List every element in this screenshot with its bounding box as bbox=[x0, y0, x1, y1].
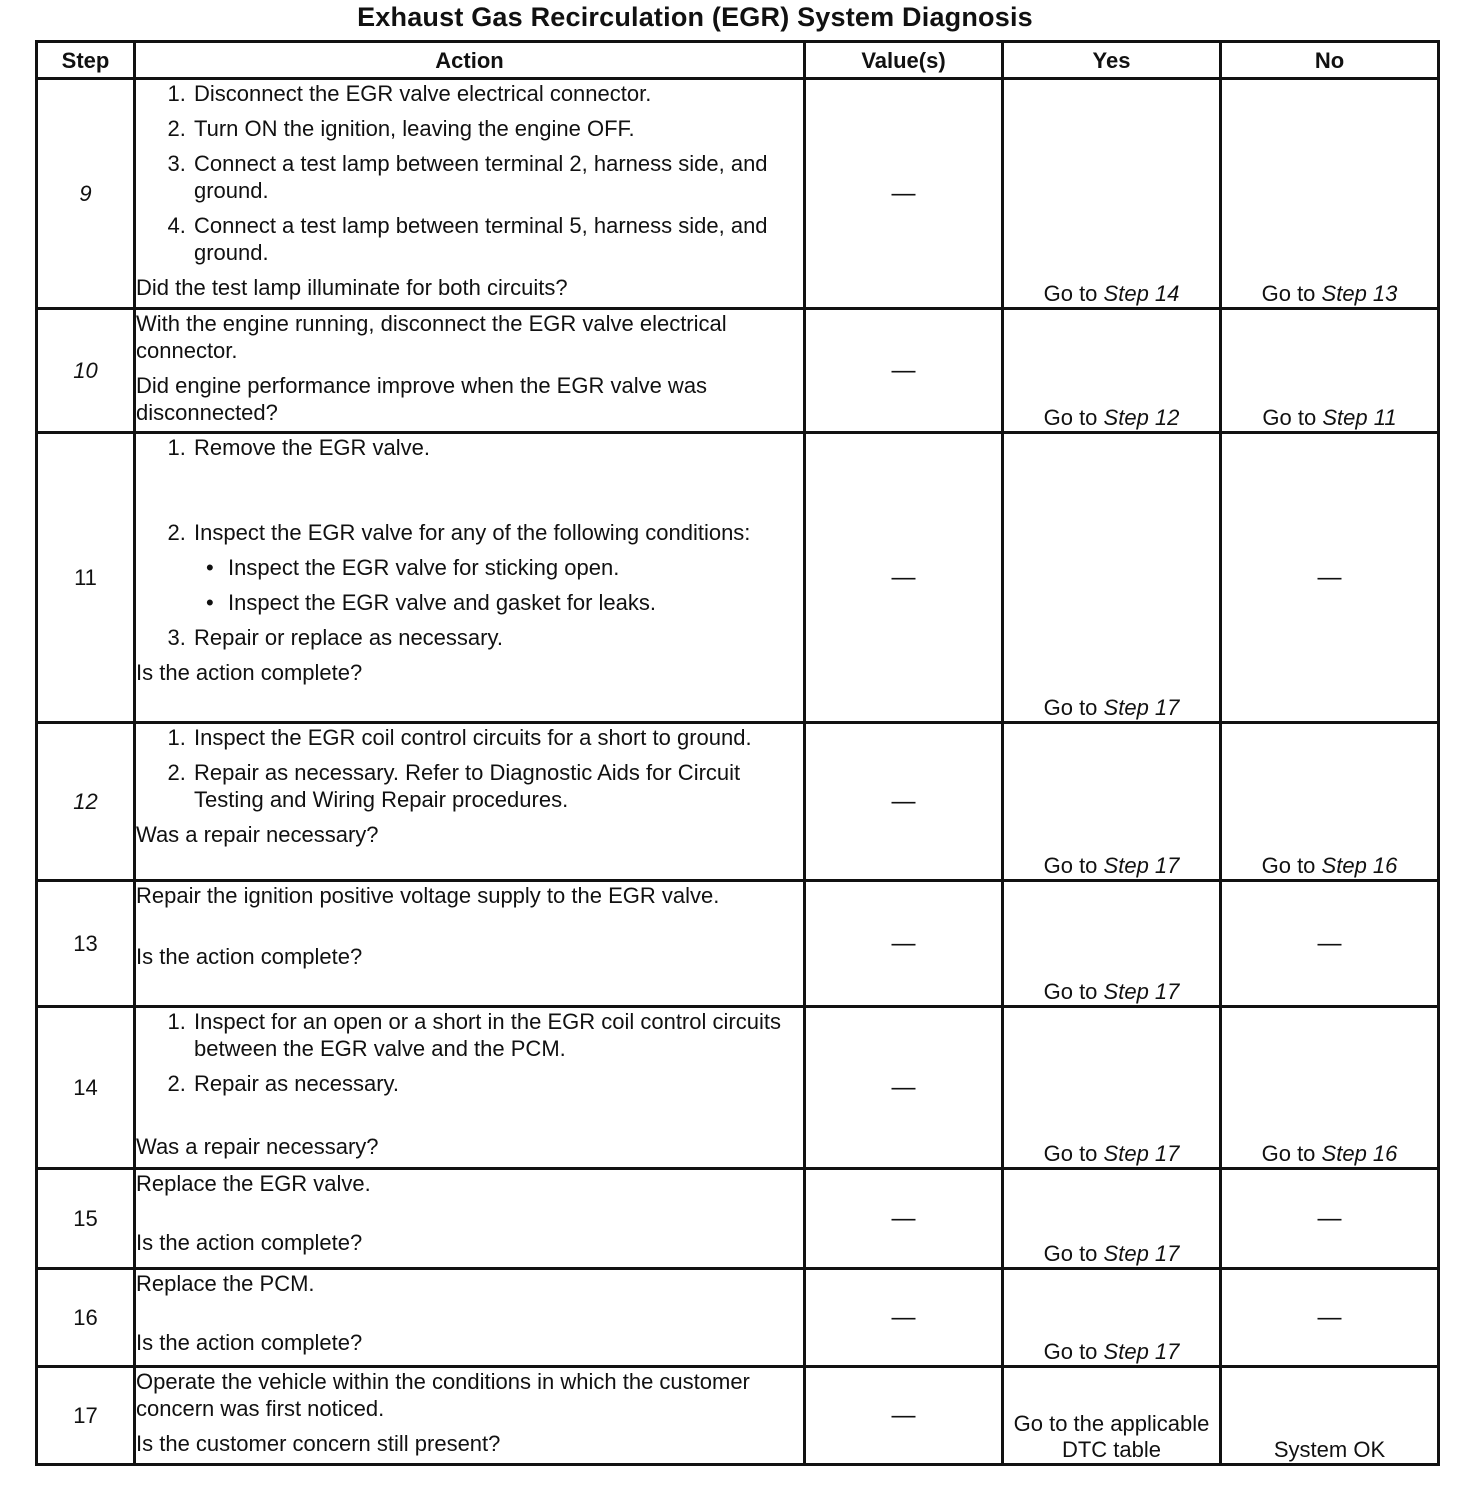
no-step-ref: Step 16 bbox=[1321, 853, 1398, 878]
action-question: Was a repair necessary? bbox=[136, 1134, 379, 1159]
table-row-step-16 bbox=[37, 1269, 1439, 1367]
value-cell: — bbox=[805, 79, 1003, 309]
no-cell: — bbox=[1221, 433, 1439, 723]
action-steps bbox=[136, 1008, 803, 1097]
condition-item: • Inspect the EGR valve for sticking open. bbox=[226, 554, 803, 581]
value-cell: — bbox=[805, 723, 1003, 881]
table-row-step-10 bbox=[37, 309, 1439, 433]
no-cell: — bbox=[1221, 1169, 1439, 1269]
action-paragraph: Replace the PCM. bbox=[136, 1271, 315, 1296]
step-number: 11 bbox=[37, 433, 135, 723]
step-number: 17 bbox=[37, 1367, 135, 1465]
no-cell: — bbox=[1221, 881, 1439, 1007]
header-no: No bbox=[1221, 42, 1439, 79]
value-cell: — bbox=[805, 1269, 1003, 1367]
action-step: 3. Repair or replace as necessary. bbox=[192, 624, 803, 651]
action-steps bbox=[136, 724, 803, 813]
action-cell bbox=[135, 881, 805, 1007]
yes-cell bbox=[1003, 79, 1221, 309]
yes-cell: Go to the applicable DTC table bbox=[1003, 1367, 1221, 1465]
goto-prefix: Go to bbox=[1043, 1141, 1098, 1166]
step-number: 9 bbox=[37, 79, 135, 309]
action-question: Is the action complete? bbox=[136, 1230, 363, 1255]
no-cell bbox=[1221, 79, 1439, 309]
goto-prefix: Go to bbox=[1043, 1339, 1098, 1364]
table-row-step-15 bbox=[37, 1169, 1439, 1269]
step-number: 12 bbox=[37, 723, 135, 881]
yes-step-ref: Step 17 bbox=[1103, 1141, 1180, 1166]
no-cell: — bbox=[1221, 1269, 1439, 1367]
table-row-step-14 bbox=[37, 1007, 1439, 1169]
value-cell: — bbox=[805, 1367, 1003, 1465]
goto-prefix: Go to bbox=[1043, 853, 1098, 878]
action-step: 3. Connect a test lamp between terminal 2, harness side, and ground. bbox=[192, 150, 803, 204]
step-number: 16 bbox=[37, 1269, 135, 1367]
header-step: Step bbox=[37, 42, 135, 79]
action-step: 2. Turn ON the ignition, leaving the engine OFF. bbox=[192, 115, 803, 142]
step-number: 10 bbox=[37, 309, 135, 433]
no-step-ref: Step 11 bbox=[1322, 405, 1397, 430]
action-cell bbox=[135, 723, 805, 881]
goto-prefix: Go to bbox=[1262, 405, 1317, 430]
diagnosis-table bbox=[35, 40, 1440, 1466]
step-number: 14 bbox=[37, 1007, 135, 1169]
yes-step-ref: Step 17 bbox=[1103, 695, 1180, 720]
action-step bbox=[192, 519, 803, 616]
value-cell: — bbox=[805, 433, 1003, 723]
action-question: Did the test lamp illuminate for both circuits? bbox=[136, 275, 568, 300]
action-question: Is the customer concern still present? bbox=[136, 1431, 501, 1456]
action-question: Is the action complete? bbox=[136, 660, 363, 685]
header-values: Value(s) bbox=[805, 42, 1003, 79]
action-paragraph: Repair the ignition positive voltage supply to the EGR valve. bbox=[136, 883, 720, 908]
action-question: Is the action complete? bbox=[136, 944, 363, 969]
value-cell: — bbox=[805, 881, 1003, 1007]
action-cell bbox=[135, 79, 805, 309]
yes-step-ref: Step 12 bbox=[1103, 405, 1180, 430]
table-row-step-11 bbox=[37, 433, 1439, 723]
table-row-step-17 bbox=[37, 1367, 1439, 1465]
yes-step-ref: Step 17 bbox=[1103, 979, 1180, 1004]
action-paragraph: Operate the vehicle within the conditions in which the customer concern was first noticed. bbox=[136, 1369, 750, 1421]
action-cell bbox=[135, 1269, 805, 1367]
no-cell bbox=[1221, 309, 1439, 433]
header-yes: Yes bbox=[1003, 42, 1221, 79]
action-step-text: Inspect the EGR valve for any of the following conditions: bbox=[194, 520, 751, 545]
value-cell: — bbox=[805, 309, 1003, 433]
step-number: 13 bbox=[37, 881, 135, 1007]
table-row-step-9 bbox=[37, 79, 1439, 309]
table-row-step-12 bbox=[37, 723, 1439, 881]
goto-prefix: Go to bbox=[1261, 853, 1316, 878]
step-number: 15 bbox=[37, 1169, 135, 1269]
yes-step-ref: Step 17 bbox=[1103, 1339, 1180, 1364]
goto-prefix: Go to bbox=[1043, 1241, 1098, 1266]
action-cell bbox=[135, 1367, 805, 1465]
action-step: 2. Repair as necessary. Refer to Diagnostic Aids for Circuit Testing and Wiring Repair procedures. bbox=[192, 759, 803, 813]
action-step: 1. Inspect for an open or a short in the EGR coil control circuits between the EGR valve and the PCM. bbox=[192, 1008, 803, 1062]
no-cell bbox=[1221, 723, 1439, 881]
yes-step-ref: Step 14 bbox=[1103, 281, 1180, 306]
action-question: Was a repair necessary? bbox=[136, 822, 379, 847]
action-cell bbox=[135, 433, 805, 723]
action-question: Did engine performance improve when the EGR valve was disconnected? bbox=[136, 373, 708, 425]
yes-cell bbox=[1003, 433, 1221, 723]
yes-cell bbox=[1003, 1269, 1221, 1367]
no-cell bbox=[1221, 1007, 1439, 1169]
goto-prefix: Go to bbox=[1043, 695, 1098, 720]
no-step-ref: Step 13 bbox=[1321, 281, 1398, 306]
goto-prefix: Go to bbox=[1261, 281, 1316, 306]
yes-cell bbox=[1003, 1007, 1221, 1169]
yes-cell bbox=[1003, 309, 1221, 433]
action-cell bbox=[135, 1007, 805, 1169]
action-step: 1. Disconnect the EGR valve electrical connector. bbox=[192, 80, 803, 107]
no-cell: System OK bbox=[1221, 1367, 1439, 1465]
goto-prefix: Go to bbox=[1043, 405, 1098, 430]
yes-cell bbox=[1003, 881, 1221, 1007]
goto-prefix: Go to bbox=[1043, 979, 1098, 1004]
header-row bbox=[37, 42, 1439, 79]
value-cell: — bbox=[805, 1169, 1003, 1269]
action-steps bbox=[136, 434, 803, 651]
goto-prefix: Go to bbox=[1261, 1141, 1316, 1166]
yes-step-ref: Step 17 bbox=[1103, 1241, 1180, 1266]
no-step-ref: Step 16 bbox=[1321, 1141, 1398, 1166]
condition-item: • Inspect the EGR valve and gasket for leaks. bbox=[226, 589, 803, 616]
header-action: Action bbox=[135, 42, 805, 79]
action-cell bbox=[135, 309, 805, 433]
table-row-step-13 bbox=[37, 881, 1439, 1007]
yes-step-ref: Step 17 bbox=[1103, 853, 1180, 878]
condition-list bbox=[194, 554, 803, 616]
value-cell: — bbox=[805, 1007, 1003, 1169]
document-title: Exhaust Gas Recirculation (EGR) System Diagnosis bbox=[357, 2, 1033, 32]
action-step: 1. Remove the EGR valve. bbox=[192, 434, 803, 461]
goto-prefix: Go to bbox=[1043, 281, 1098, 306]
action-paragraph: Replace the EGR valve. bbox=[136, 1171, 371, 1196]
action-paragraph: With the engine running, disconnect the EGR valve electrical connector. bbox=[136, 311, 727, 363]
action-cell bbox=[135, 1169, 805, 1269]
action-step: 2. Repair as necessary. bbox=[192, 1070, 803, 1097]
action-question: Is the action complete? bbox=[136, 1330, 363, 1355]
action-steps bbox=[136, 80, 803, 266]
action-step: 4. Connect a test lamp between terminal 5, harness side, and ground. bbox=[192, 212, 803, 266]
action-step: 1. Inspect the EGR coil control circuits for a short to ground. bbox=[192, 724, 803, 751]
yes-cell bbox=[1003, 723, 1221, 881]
yes-cell bbox=[1003, 1169, 1221, 1269]
